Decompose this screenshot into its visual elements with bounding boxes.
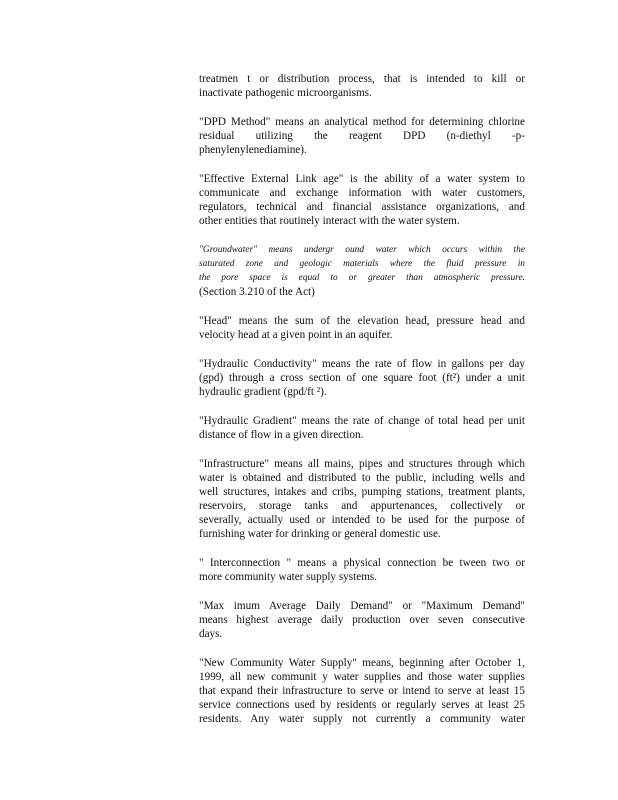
text-line: water is obtained and distributed to the public, including wells and (199, 472, 525, 484)
text-line: "Hydraulic Gradient" means the rate of change of total head per unit (199, 415, 525, 427)
text-line: saturated zone and geologic materials where the fluid pressure in (199, 259, 525, 269)
text-line: well structures, intakes and cribs, pumping stations, treatment plants, (199, 486, 525, 498)
text-line: (Section 3.210 of the Act) (199, 286, 315, 298)
text-line: reservoirs, storage tanks and appurtenances, collectively or (199, 500, 525, 512)
definition-new-community-water-supply (199, 656, 525, 726)
text-line: velocity head at a given point in an aquifer. (199, 329, 393, 341)
text-line: inactivate pathogenic microorganisms. (199, 87, 372, 99)
definition-head (199, 314, 525, 342)
paragraph-continuation (199, 72, 525, 100)
definition-hydraulic-gradient (199, 414, 525, 442)
definition-effective-external-linkage (199, 172, 525, 228)
text-line: " Interconnection " means a physical connection be tween two or (199, 557, 525, 569)
text-line: regulators, technical and financial assistance organizations, and (199, 201, 525, 213)
text-line: hydraulic gradient (gpd/ft ²). (199, 386, 327, 398)
text-line: (gpd) through a cross section of one square foot (ft²) under a unit (199, 372, 525, 384)
text-line: treatmen t or distribution process, that is intended to kill or (199, 73, 525, 85)
text-line: 1999, all new communit y water supplies and those water supplies (199, 671, 525, 683)
text-line: days. (199, 628, 223, 640)
definition-hydraulic-conductivity (199, 357, 525, 399)
text-line: severally, actually used or intended to be used for the purpose of (199, 514, 525, 526)
text-line: the pore space is equal to or greater than atmospheric pressure. (199, 273, 525, 283)
text-line: "New Community Water Supply" means, beginning after October 1, (199, 657, 525, 669)
text-line: other entities that routinely interact with the water system. (199, 215, 460, 227)
definition-groundwater (199, 243, 525, 285)
text-line: furnishing water for drinking or general domestic use. (199, 528, 441, 540)
text-line: "Head" means the sum of the elevation head, pressure head and (199, 315, 525, 327)
definitions-text (199, 72, 525, 741)
text-line: "DPD Method" means an analytical method for determining chlorine (199, 116, 525, 128)
definition-interconnection (199, 556, 525, 584)
text-line: more community water supply systems. (199, 571, 378, 583)
text-line: "Groundwater" means undergr ound water which occurs within the (199, 245, 525, 255)
text-line: that expand their infrastructure to serve or intend to serve at least 15 (199, 685, 525, 697)
groundwater-citation (199, 285, 525, 299)
definition-maximum-average-daily-demand (199, 599, 525, 641)
definition-infrastructure (199, 457, 525, 541)
text-line: service connections used by residents or regularly serves at least 25 (199, 699, 525, 711)
text-line: distance of flow in a given direction. (199, 429, 364, 441)
text-line: means highest average daily production over seven consecutive (199, 614, 525, 626)
text-line: communicate and exchange information with water customers, (199, 187, 525, 199)
text-line: "Effective External Link age" is the ability of a water system to (199, 173, 525, 185)
text-line: residents. Any water supply not currently a community water (199, 713, 525, 725)
text-line: "Max imum Average Daily Demand" or "Maximum Demand" (199, 600, 525, 612)
text-line: "Hydraulic Conductivity" means the rate of flow in gallons per day (199, 358, 525, 370)
text-line: residual utilizing the reagent DPD (n-diethyl -p- (199, 130, 525, 142)
text-line: "Infrastructure" means all mains, pipes and structures through which (199, 458, 525, 470)
definition-dpd-method (199, 115, 525, 157)
text-line: phenylenylenediamine). (199, 144, 307, 156)
